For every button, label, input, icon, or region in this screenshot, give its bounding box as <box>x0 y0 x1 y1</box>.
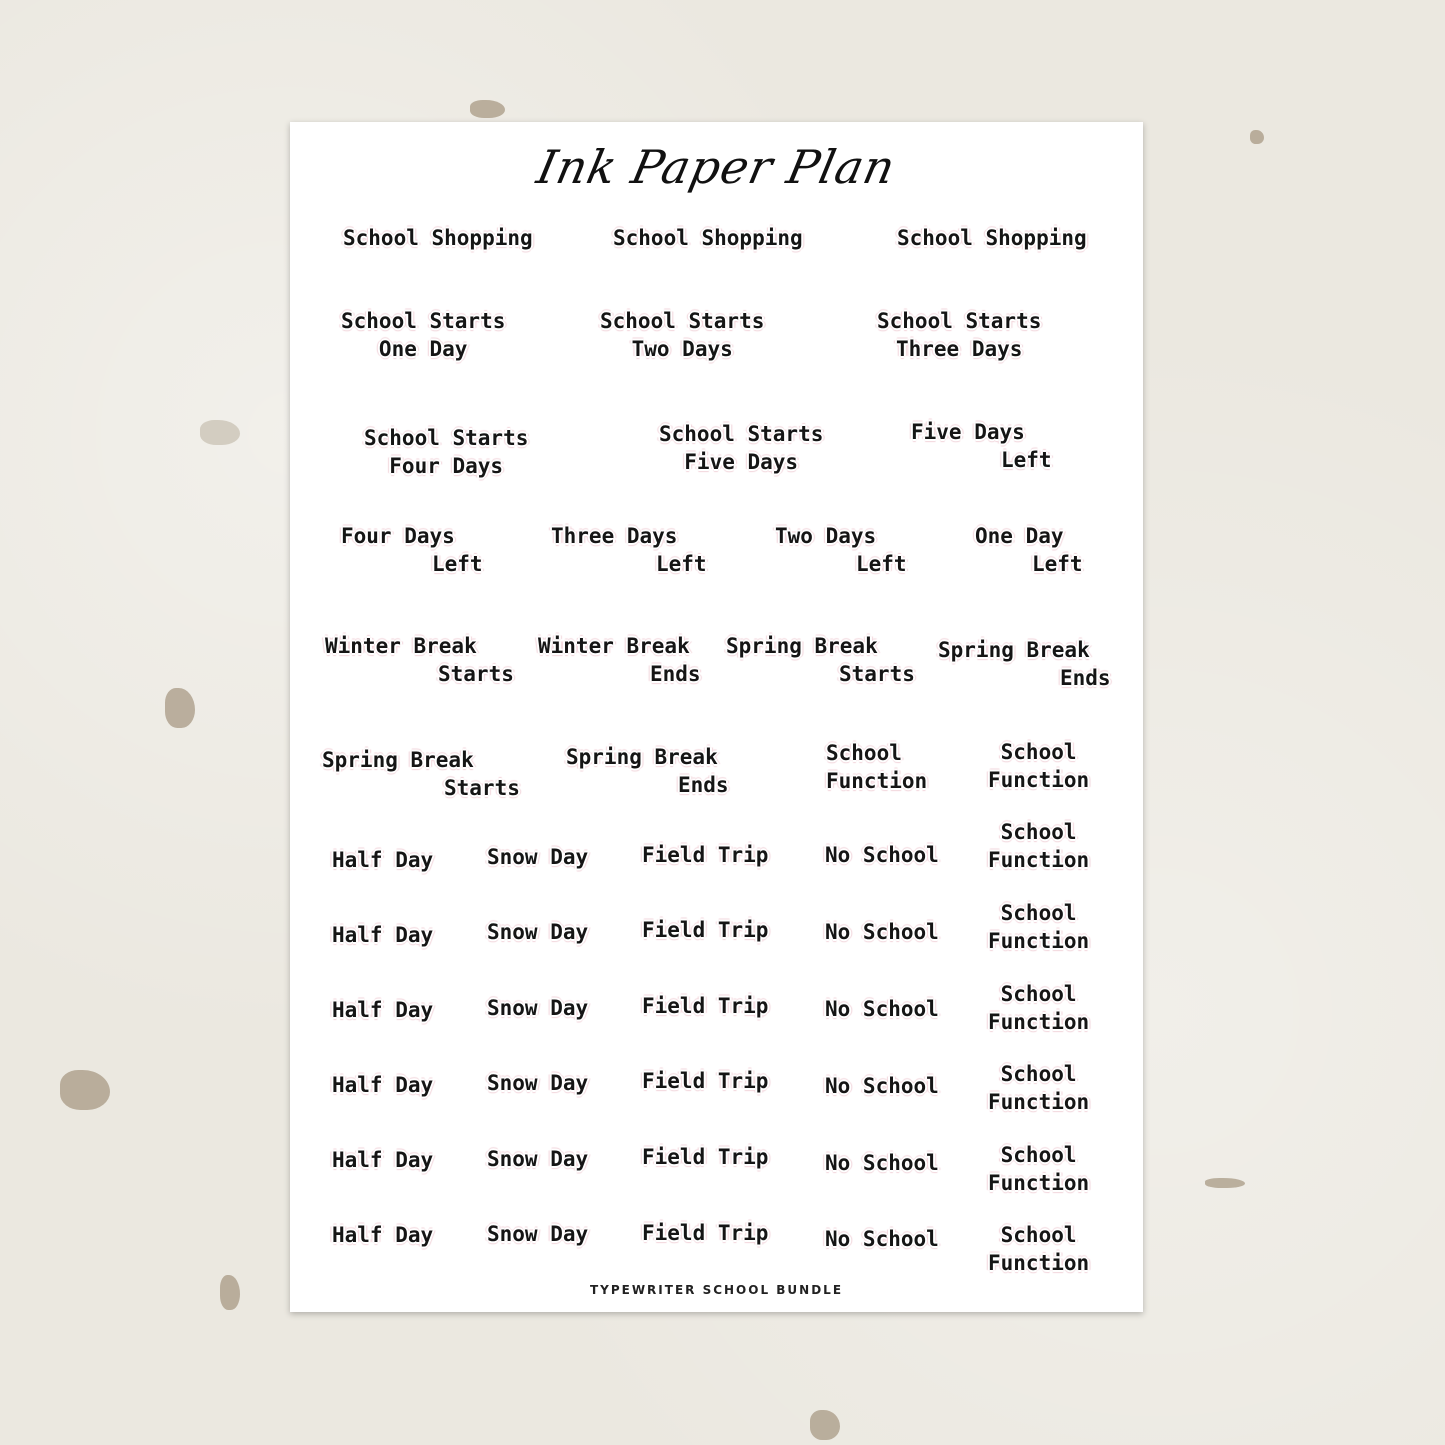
sticker-field-trip: Field Trip <box>642 1221 769 1245</box>
brand-logo: Ink Paper Plan <box>532 140 901 194</box>
sticker-school-starts-four-days: School Starts Four Days <box>364 426 529 478</box>
paper-fleck <box>60 1070 110 1110</box>
sticker-school-function: School Function <box>826 741 928 793</box>
sticker-spring-break-starts: Spring Break Starts <box>322 748 520 800</box>
sticker-half-day: Half Day <box>332 1073 434 1097</box>
sticker-spring-break-ends: Spring Break Ends <box>566 745 729 797</box>
sticker-school-function: School Function <box>988 1062 1090 1114</box>
sticker-snow-day: Snow Day <box>487 920 589 944</box>
sticker-no-school: No School <box>825 997 939 1021</box>
sticker-five-days-left: Five Days Left <box>911 420 1052 472</box>
sticker-school-function: School Function <box>988 820 1090 872</box>
sticker-sheet <box>290 122 1143 1312</box>
sticker-school-function: School Function <box>988 901 1090 953</box>
sticker-no-school: No School <box>825 920 939 944</box>
sticker-half-day: Half Day <box>332 923 434 947</box>
sticker-snow-day: Snow Day <box>487 1147 589 1171</box>
paper-fleck <box>220 1275 240 1310</box>
sticker-school-shopping: School Shopping <box>613 226 803 250</box>
sticker-snow-day: Snow Day <box>487 1071 589 1095</box>
sticker-half-day: Half Day <box>332 998 434 1022</box>
sticker-field-trip: Field Trip <box>642 843 769 867</box>
sticker-no-school: No School <box>825 843 939 867</box>
sticker-one-day-left: One Day Left <box>975 524 1083 576</box>
paper-fleck <box>470 100 505 118</box>
sticker-no-school: No School <box>825 1074 939 1098</box>
sticker-school-shopping: School Shopping <box>897 226 1087 250</box>
sheet-footer: TYPEWRITER SCHOOL BUNDLE <box>589 1283 844 1297</box>
sticker-field-trip: Field Trip <box>642 918 769 942</box>
paper-fleck <box>165 688 195 728</box>
sticker-school-function: School Function <box>988 740 1090 792</box>
sticker-school-starts-three-days: School Starts Three Days <box>877 309 1042 361</box>
sticker-half-day: Half Day <box>332 1223 434 1247</box>
sticker-snow-day: Snow Day <box>487 996 589 1020</box>
sticker-school-starts-two-days: School Starts Two Days <box>600 309 765 361</box>
sticker-two-days-left: Two Days Left <box>775 524 907 576</box>
sticker-school-function: School Function <box>988 982 1090 1034</box>
sticker-half-day: Half Day <box>332 1148 434 1172</box>
sticker-snow-day: Snow Day <box>487 1222 589 1246</box>
sticker-no-school: No School <box>825 1227 939 1251</box>
sticker-school-shopping: School Shopping <box>343 226 533 250</box>
sticker-school-starts-one-day: School Starts One Day <box>341 309 506 361</box>
paper-fleck <box>200 420 240 445</box>
sticker-winter-break-starts: Winter Break Starts <box>325 634 514 686</box>
sticker-snow-day: Snow Day <box>487 845 589 869</box>
sticker-spring-break-ends: Spring Break Ends <box>938 638 1111 690</box>
sticker-school-starts-five-days: School Starts Five Days <box>659 422 824 474</box>
sticker-field-trip: Field Trip <box>642 994 769 1018</box>
paper-fleck <box>1250 130 1264 144</box>
sticker-spring-break-starts: Spring Break Starts <box>726 634 915 686</box>
paper-fleck <box>810 1410 840 1440</box>
sticker-field-trip: Field Trip <box>642 1069 769 1093</box>
sticker-school-function: School Function <box>988 1223 1090 1275</box>
sticker-no-school: No School <box>825 1151 939 1175</box>
sticker-half-day: Half Day <box>332 848 434 872</box>
sticker-field-trip: Field Trip <box>642 1145 769 1169</box>
paper-fleck <box>1205 1178 1245 1188</box>
sticker-school-function: School Function <box>988 1143 1090 1195</box>
sticker-three-days-left: Three Days Left <box>551 524 707 576</box>
sticker-four-days-left: Four Days Left <box>341 524 483 576</box>
sticker-winter-break-ends: Winter Break Ends <box>538 634 701 686</box>
